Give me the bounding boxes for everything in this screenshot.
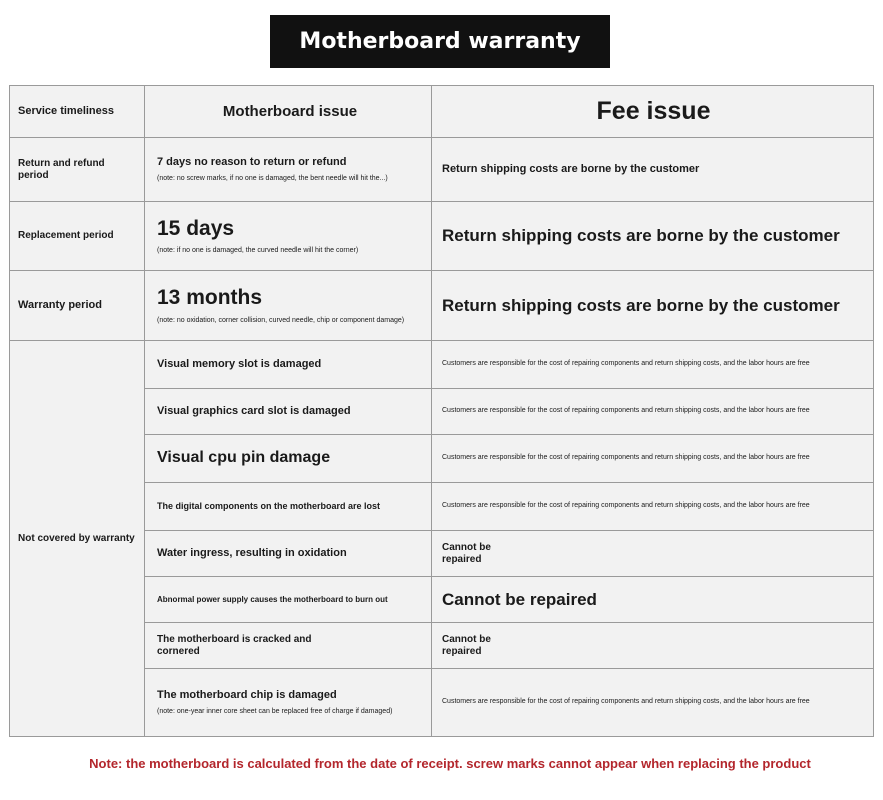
header-motherboard-issue: Motherboard issue bbox=[145, 86, 432, 138]
period-cell: Replacement period bbox=[10, 202, 145, 271]
issue-note: (note: if no one is damaged, the curved needle will hit the corner) bbox=[157, 247, 359, 255]
footer-note: Note: the motherboard is calculated from the date of receipt. screw marks cannot appear when replacing the product bbox=[89, 756, 811, 771]
issue-note: (note: no oxidation, corner collision, curved needle, chip or component damage) bbox=[157, 316, 405, 324]
fee-cell: Return shipping costs are borne by the customer bbox=[432, 202, 874, 271]
fee-text: Cannot be repaired bbox=[442, 542, 491, 565]
issue-text: 15 days bbox=[157, 216, 235, 240]
fee-cell: Return shipping costs are borne by the customer bbox=[432, 271, 874, 341]
fee-cell bbox=[432, 623, 874, 669]
issue-text: 7 days no reason to return or refund bbox=[157, 156, 347, 169]
issue-text: The motherboard is cracked and cornered bbox=[157, 634, 312, 657]
issue-cell bbox=[145, 669, 432, 737]
fee-cell bbox=[432, 531, 874, 577]
issue-cell bbox=[145, 271, 432, 341]
issue-cell: Visual cpu pin damage bbox=[145, 435, 432, 483]
issue-cell: Visual memory slot is damaged bbox=[145, 341, 432, 389]
issue-text: 13 months bbox=[157, 286, 263, 310]
table-row bbox=[10, 271, 874, 341]
issue-text: The motherboard chip is damaged bbox=[157, 689, 337, 702]
table-header-row bbox=[10, 86, 874, 138]
issue-note: (note: one-year inner core sheet can be replaced free of charge if damaged) bbox=[157, 707, 393, 715]
header-service-timeliness: Service timeliness bbox=[10, 86, 145, 138]
page-title: Motherboard warranty bbox=[270, 15, 610, 68]
fee-cell: Customers are responsible for the cost of repairing components and return shipping costs, and the labor hours are free bbox=[432, 341, 874, 389]
fee-text: Cannot be repaired bbox=[442, 634, 491, 657]
issue-cell bbox=[145, 623, 432, 669]
issue-cell bbox=[145, 138, 432, 202]
issue-cell: Water ingress, resulting in oxidation bbox=[145, 531, 432, 577]
issue-cell: The digital components on the motherboard are lost bbox=[145, 483, 432, 531]
table-row bbox=[10, 202, 874, 271]
fee-cell: Customers are responsible for the cost of repairing components and return shipping costs, and the labor hours are free bbox=[432, 669, 874, 737]
fee-cell: Customers are responsible for the cost of repairing components and return shipping costs, and the labor hours are free bbox=[432, 483, 874, 531]
fee-cell: Customers are responsible for the cost of repairing components and return shipping costs, and the labor hours are free bbox=[432, 435, 874, 483]
warranty-table bbox=[9, 85, 873, 737]
issue-note: (note: no screw marks, if no one is damaged, the bent needle will hit the...) bbox=[157, 174, 388, 182]
not-covered-label: Not covered by warranty bbox=[10, 341, 145, 737]
period-cell: Return and refund period bbox=[10, 138, 145, 202]
fee-cell: Customers are responsible for the cost of repairing components and return shipping costs, and the labor hours are free bbox=[432, 389, 874, 435]
table-row bbox=[10, 341, 874, 389]
header-fee-issue: Fee issue bbox=[432, 86, 874, 138]
fee-cell: Return shipping costs are borne by the customer bbox=[432, 138, 874, 202]
issue-cell: Abnormal power supply causes the motherboard to burn out bbox=[145, 577, 432, 623]
fee-cell: Cannot be repaired bbox=[432, 577, 874, 623]
issue-cell bbox=[145, 202, 432, 271]
issue-cell: Visual graphics card slot is damaged bbox=[145, 389, 432, 435]
period-cell: Warranty period bbox=[10, 271, 145, 341]
table-row bbox=[10, 138, 874, 202]
